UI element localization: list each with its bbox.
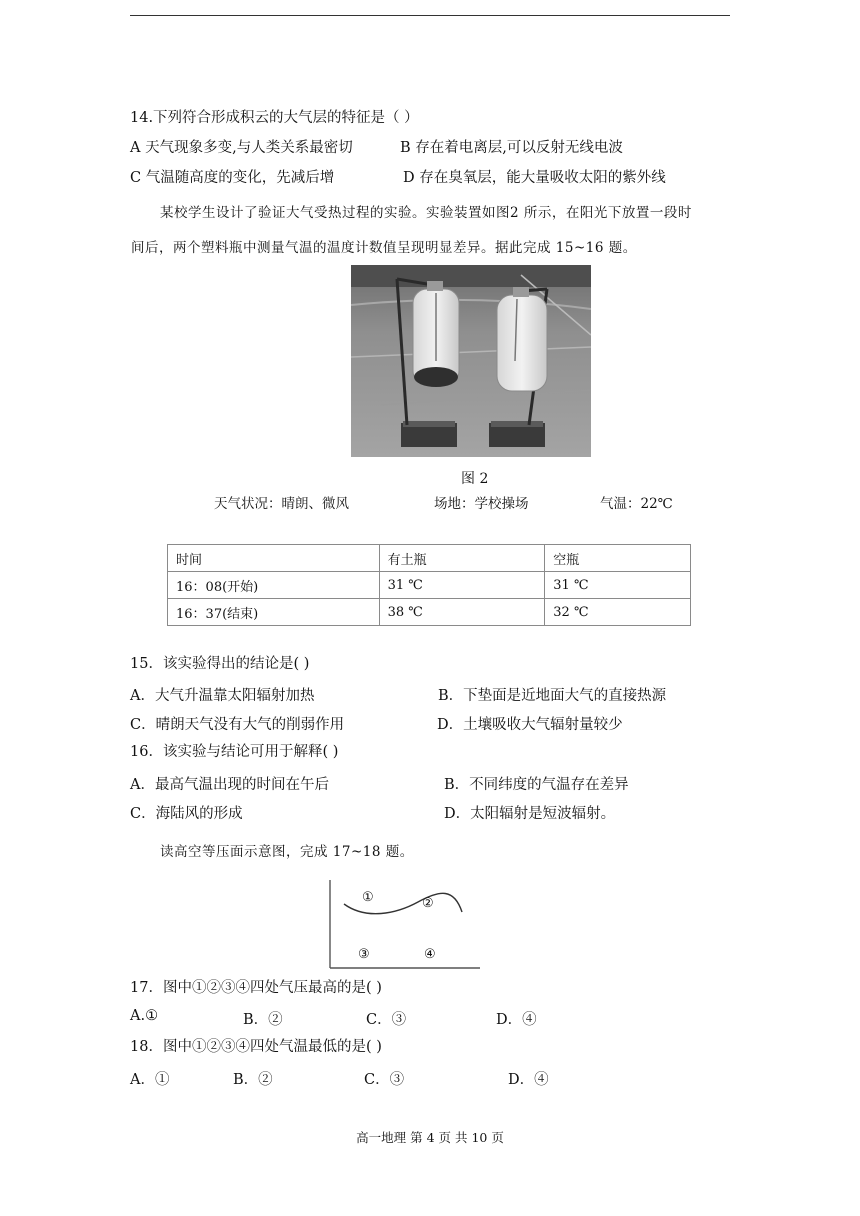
- q16-option-b: B．不同纬度的气温存在差异: [444, 777, 629, 793]
- intro-2: 读高空等压面示意图，完成 17~18 题。: [160, 844, 414, 860]
- table-cell: 32 ℃: [545, 599, 691, 626]
- q17-stem: 17．图中①②③④四处气压最高的是( ): [130, 980, 382, 996]
- table-cell: 16：08(开始): [168, 572, 380, 599]
- q18-stem: 18．图中①②③④四处气温最低的是( ): [130, 1039, 382, 1055]
- weather-condition: 天气状况：晴朗、微风: [214, 496, 349, 512]
- point-2-label: ②: [422, 896, 434, 911]
- q15-stem: 15．该实验得出的结论是( ): [130, 656, 310, 672]
- intro-line-1: 某校学生设计了验证大气受热过程的实验。实验装置如图2 所示，在阳光下放置一段时: [160, 205, 692, 221]
- table-cell: 31 ℃: [379, 572, 545, 599]
- q16-option-a: A．最高气温出现的时间在午后: [130, 777, 329, 793]
- table-row: [168, 572, 691, 599]
- q14-option-a: A 天气现象多变,与人类关系最密切: [130, 140, 353, 156]
- point-1-label: ①: [362, 890, 374, 905]
- header-cell-empty-bottle: 空瓶: [545, 545, 691, 572]
- q14-stem: 14.下列符合形成积云的大气层的特征是（ ）: [130, 110, 419, 126]
- q18-option-a: A．①: [130, 1072, 170, 1088]
- page-footer: 高一地理 第 4 页 共 10 页: [356, 1130, 504, 1145]
- table-cell: 38 ℃: [379, 599, 545, 626]
- header-rule: [130, 15, 730, 16]
- q15-option-a: A．大气升温靠太阳辐射加热: [130, 688, 315, 704]
- q17-option-a: A.①: [130, 1008, 159, 1024]
- q15-option-b: B．下垫面是近地面大气的直接热源: [438, 688, 667, 704]
- header-cell-soil-bottle: 有土瓶: [379, 545, 545, 572]
- q17-option-c: C．③: [366, 1012, 407, 1028]
- figure-caption: 图 2: [461, 471, 489, 487]
- table-row: [168, 599, 691, 626]
- experiment-photo: [351, 265, 591, 457]
- q18-option-b: B．②: [233, 1072, 273, 1088]
- q17-option-b: B．②: [243, 1012, 283, 1028]
- table-cell: 31 ℃: [545, 572, 691, 599]
- q16-option-d: D．太阳辐射是短波辐射。: [444, 806, 616, 822]
- table-cell: 16：37(结束): [168, 599, 380, 626]
- air-temperature: 气温：22℃: [600, 496, 673, 512]
- point-4-label: ④: [424, 947, 436, 962]
- q14-option-b: B 存在着电离层,可以反射无线电波: [400, 140, 623, 156]
- q18-option-d: D．④: [508, 1072, 549, 1088]
- header-cell-time: 时间: [168, 545, 380, 572]
- table-header-row: [168, 545, 691, 572]
- experiment-site: 场地：学校操场: [434, 496, 529, 512]
- q16-stem: 16．该实验与结论可用于解释( ): [130, 744, 339, 760]
- q14-option-c: C 气温随高度的变化，先减后增: [130, 170, 335, 186]
- temperature-table: [167, 544, 691, 626]
- q15-option-c: C．晴朗天气没有大气的削弱作用: [130, 717, 345, 733]
- point-3-label: ③: [358, 947, 370, 962]
- q16-option-c: C．海陆风的形成: [130, 806, 243, 822]
- intro-line-2: 间后，两个塑料瓶中测量气温的温度计数值呈现明显差异。据此完成 15~16 题。: [131, 240, 637, 256]
- q14-option-d: D 存在臭氧层，能大量吸收太阳的紫外线: [403, 170, 666, 186]
- q15-option-d: D．土壤吸收大气辐射量较少: [437, 717, 623, 733]
- isobaric-surface-diagram: [326, 878, 486, 970]
- q18-option-c: C．③: [364, 1072, 405, 1088]
- q17-option-d: D．④: [496, 1012, 537, 1028]
